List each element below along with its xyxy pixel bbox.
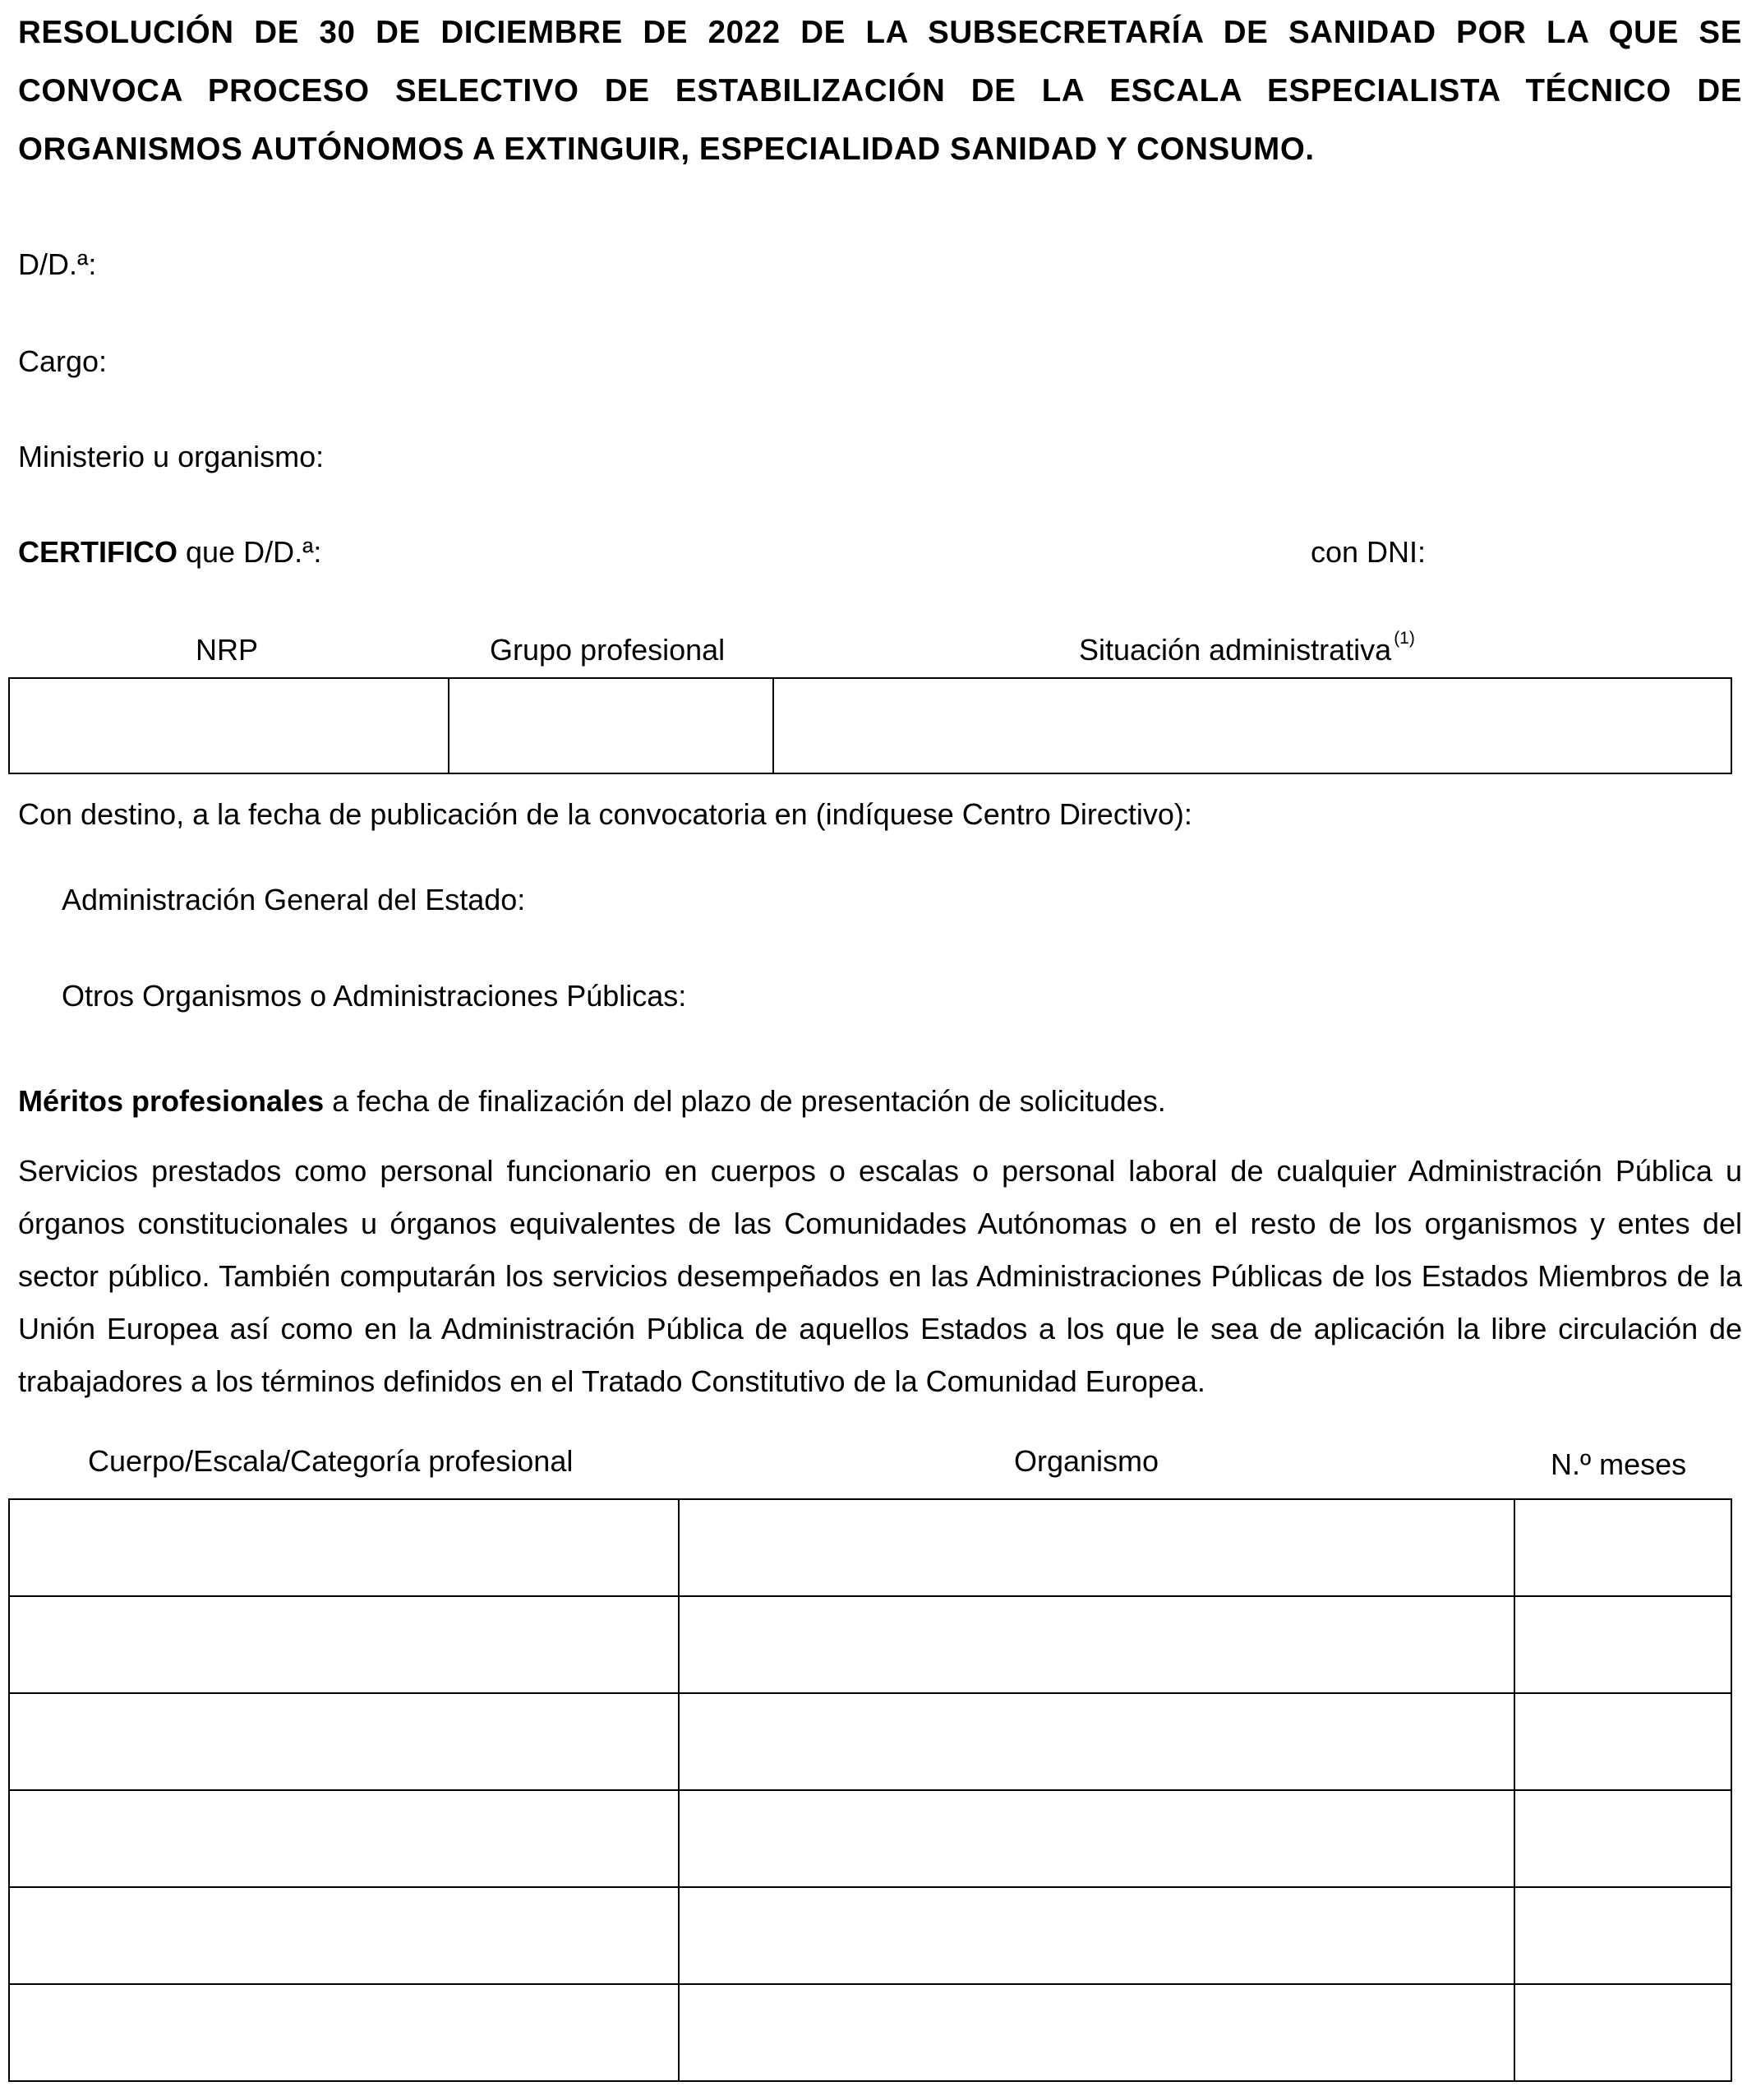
situacion-label: Situación administrativa <box>1079 633 1392 667</box>
table2-line-3 <box>8 1789 1732 1791</box>
table1-header-nrp: NRP <box>196 633 259 667</box>
meritos-heading-rest: a fecha de finalización del plazo de presentación de solicitudes. <box>324 1084 1166 1118</box>
table2-header-meses: N.º meses <box>1551 1447 1687 1481</box>
table2-line-5 <box>8 1983 1732 1985</box>
meritos-paragraph: Servicios prestados como personal funcionario en cuerpos o escalas o personal laboral de cualquier Administración Pública u órganos constitucionales u órganos equivalentes de las Comunidades Autónomas o en el resto de los organismos y entes del sector público. También computarán los servicios desempeñados en las Administraciones Públicas de los Estados Miembros de la Unión Europea así como en la Administración Pública de aquellos Estados a los que le sea de aplicación la libre circulación de trabajadores a los términos definidos en el Tratado Constitutivo de la Comunidad Europea. <box>18 1154 1742 1398</box>
ministerio-label: Ministerio u organismo: <box>18 440 325 473</box>
table1-border-right <box>1731 677 1732 774</box>
table1-divider-1 <box>448 677 449 774</box>
meritos-heading-bold: Méritos profesionales <box>18 1084 325 1118</box>
table1-border-bottom <box>8 773 1732 774</box>
table2-line-6 <box>8 2080 1732 2082</box>
table2-line-1 <box>8 1595 1732 1597</box>
meritos-heading <box>18 1083 1166 1119</box>
table2-divider-2 <box>1514 1498 1515 2082</box>
table2-header-cuerpo: Cuerpo/Escala/Categoría profesional <box>88 1444 574 1478</box>
cargo-label: Cargo: <box>18 344 108 378</box>
table2-border-left <box>8 1498 10 2082</box>
certifico-line <box>18 534 321 570</box>
situacion-footnote-ref: (1) <box>1394 629 1415 648</box>
table2-divider-1 <box>678 1498 680 2082</box>
table2-border-right <box>1731 1498 1732 2082</box>
table1-header-grupo: Grupo profesional <box>490 633 726 667</box>
document-title: RESOLUCIÓN DE 30 DE DICIEMBRE DE 2022 DE LA SUBSECRETARÍA DE SANIDAD POR LA QUE SE CONVOCA PROCESO SELECTIVO DE ESTABILIZACIÓN DE LA ESCALA ESPECIALISTA TÉCNICO DE ORGANISMOS AUTÓNOMOS A EXTINGUIR, ESPECIALIDAD SANIDAD Y CONSUMO. <box>18 15 1742 167</box>
table2-header-organismo: Organismo <box>1014 1444 1159 1478</box>
table2-line-2 <box>8 1692 1732 1694</box>
destino-age: Administración General del Estado: <box>62 883 526 916</box>
table1-border-top <box>8 677 1732 679</box>
table1-header-situacion <box>1079 629 1415 668</box>
dd-label: D/D.ª: <box>18 247 97 281</box>
table1-border-left <box>8 677 10 774</box>
table2-line-4 <box>8 1886 1732 1888</box>
dni-label: con DNI: <box>1311 535 1427 569</box>
certifico-rest: que D/D.ª: <box>177 535 322 569</box>
destino-intro: Con destino, a la fecha de publicación de la convocatoria en (indíquese Centro Directivo): <box>18 797 1192 831</box>
table2-line-0 <box>8 1498 1732 1500</box>
certifico-bold: CERTIFICO <box>18 535 177 569</box>
destino-otros: Otros Organismos o Administraciones Públicas: <box>62 979 687 1013</box>
table1-divider-2 <box>772 677 774 774</box>
